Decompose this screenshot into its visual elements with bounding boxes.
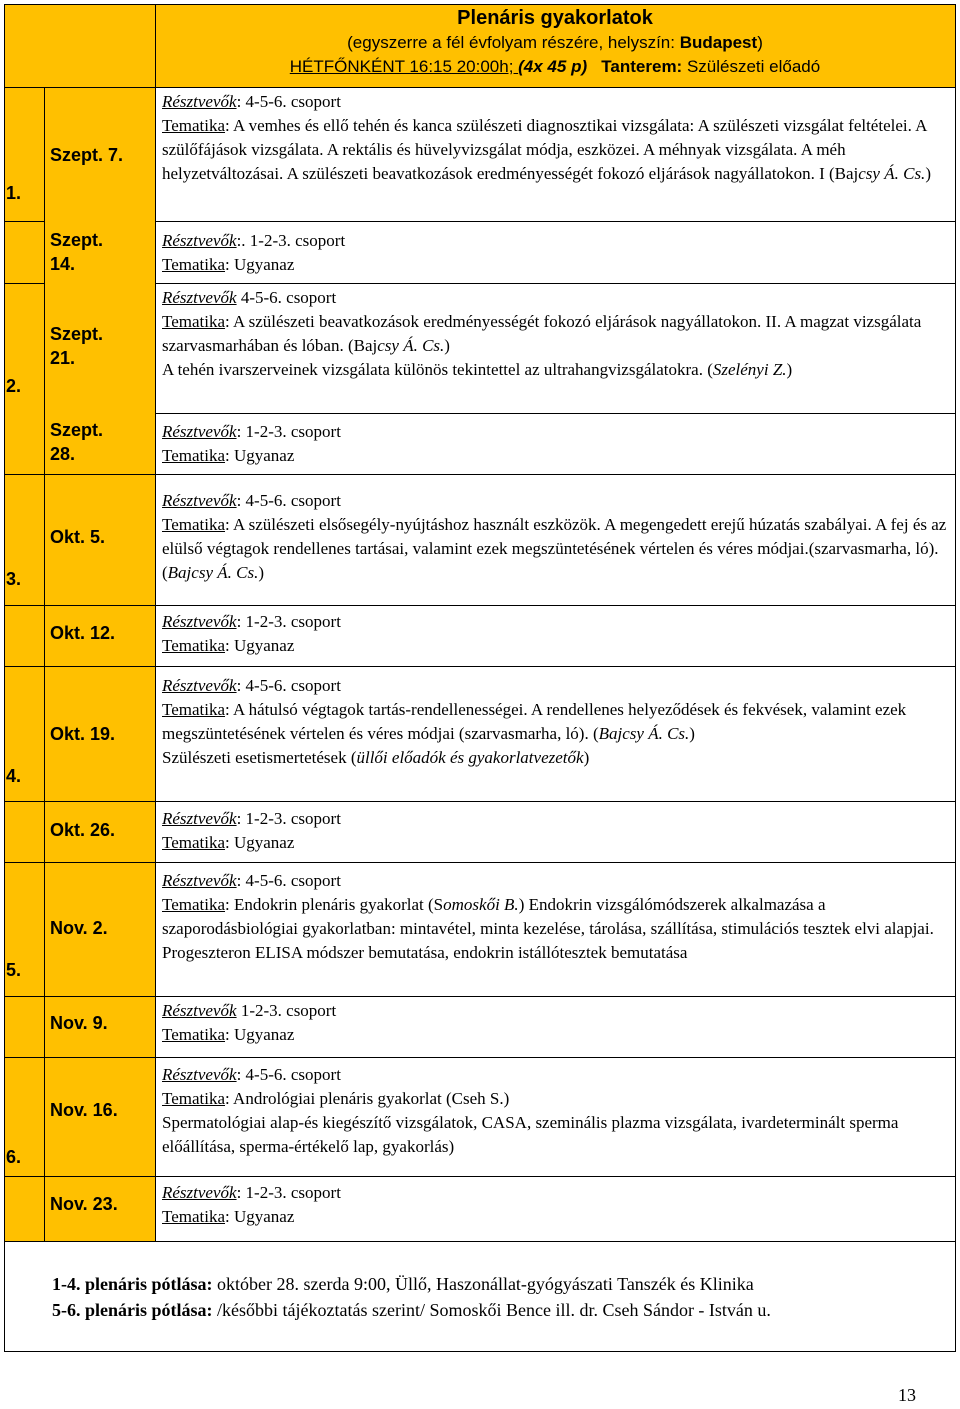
date-label: Okt. 12. xyxy=(50,623,116,643)
date-label: Okt. 19. xyxy=(50,724,116,744)
column-divider xyxy=(155,4,156,1241)
row-divider xyxy=(155,221,956,222)
week-number: 5. xyxy=(6,960,22,980)
column-divider xyxy=(44,88,45,1241)
session-block: Résztvevők 4-5-6. csoport Tematika: A szülészeti beavatkozások eredményességét fokozó eljárások nagyállatokon. II. A magzat vizsgálata szarvasmarhában és lóban. (Bajcsy Á. Cs.) A tehén ivarszerveinek vizsgálata különös tekintettel az ultrahangvizsgálatokra. (Szelényi Z.) xyxy=(162,288,922,379)
date-label: Nov. 2. xyxy=(50,918,108,938)
row-divider xyxy=(4,87,956,88)
session-block: Résztvevők: 4-5-6. csoport Tematika: A hátulsó végtagok tartás-rendellenességei. A rendellenes helyeződések és fekvések, valamint ezek megszüntetésének vértelen és véres módjai (szarvasmarha, ló). (Bajcsy Á. Cs.) Szülészeti esetismertetések (üllői előadók és gyakorlatvezetők) xyxy=(162,676,907,767)
date-label: Nov. 9. xyxy=(50,1013,108,1033)
makeup-note: 5-6. plenáris pótlása: /későbbi tájékoztatás szerint/ Somoskői Bence ill. dr. Cseh Sándor - István u. xyxy=(52,1300,771,1320)
row-divider xyxy=(4,283,44,284)
row-divider xyxy=(155,283,956,284)
date-label: Nov. 23. xyxy=(50,1194,118,1214)
date-label: Okt. 26. xyxy=(50,820,116,840)
week-number: 6. xyxy=(6,1147,22,1167)
date-label: Szept. 28. xyxy=(50,420,104,464)
session-block: Résztvevők: 1-2-3. csoport Tematika: Ugyanaz xyxy=(162,1183,341,1226)
row-divider xyxy=(155,413,956,414)
page-number: 13 xyxy=(898,1385,916,1405)
session-block: Résztvevők: 1-2-3. csoport Tematika: Ugyanaz xyxy=(162,809,341,852)
makeup-note: 1-4. plenáris pótlása: október 28. szerda 9:00, Üllő, Haszonállat-gyógyászati Tanszék és Klinika xyxy=(52,1274,754,1294)
session-block: Résztvevők: 1-2-3. csoport Tematika: Ugyanaz xyxy=(162,612,341,655)
row-divider xyxy=(4,605,956,606)
week-number: 4. xyxy=(6,766,22,786)
week-number: 1. xyxy=(6,183,22,203)
row-divider xyxy=(4,474,956,475)
session-block: Résztvevők 1-2-3. csoport Tematika: Ugyanaz xyxy=(162,1001,337,1044)
date-label: Szept. 14. xyxy=(50,230,104,274)
week-number: 3. xyxy=(6,569,22,589)
week-number: 2. xyxy=(6,376,22,396)
header-subtitle: (egyszerre a fél évfolyam részére, helyszín: Budapest) xyxy=(347,33,763,52)
schedule-line: HÉTFŐNKÉNT 16:15 20:00h; (4x 45 p) Tanterem: Szülészeti előadó xyxy=(289,57,821,76)
row-divider xyxy=(4,1057,956,1058)
session-block: Résztvevők: 4-5-6. csoport Tematika: A vemhes és ellő tehén és kanca szülészeti diagnosztikai vizsgálata: A szülészeti vizsgálat feltételei. A szülőfájások vizsgálata. A rektális és hüvelyvizsgálat módja, eszközei. A méhnyak vizsgálata. A méh helyzetváltozásai. A szülészeti beavatkozások eredményességét fokozó eljárások nagyállatokon. I (Bajcsy Á. Cs.) xyxy=(162,92,931,183)
row-divider xyxy=(4,996,956,997)
row-divider xyxy=(4,221,44,222)
date-label: Szept. 21. xyxy=(50,324,104,368)
session-block: Résztvevők: 4-5-6. csoport Tematika: Andrológiai plenáris gyakorlat (Cseh S.) Spermatológiai alap-és kiegészítő vizsgálatok, CASA, szeminális plazma vizsgálata, ivardeterminált sperma előállítása, sperma-értékelő lap, gyakorlás) xyxy=(162,1065,899,1156)
date-label: Okt. 5. xyxy=(50,527,106,547)
row-divider xyxy=(4,666,956,667)
row-divider xyxy=(4,1176,956,1177)
row-divider xyxy=(4,1241,956,1242)
row-divider xyxy=(4,862,956,863)
row-divider xyxy=(4,801,956,802)
date-label: Szept. 7. xyxy=(50,145,124,165)
session-block: Résztvevők: 4-5-6. csoport Tematika: Endokrin plenáris gyakorlat (Somoskői B.) Endokrin vizsgálómódszerek alkalmazása a szaporodásbiológiai gyakorlatban: mintavétel, minta kezelése, tárolása, szállítása, stimulációs tesztek elvi alapjai. Progeszteron ELISA módszer bemutatása, endokrin istállótesztek bemutatása xyxy=(162,871,934,962)
makeup-notes xyxy=(52,1271,771,1323)
session-block: Résztvevők: 4-5-6. csoport Tematika: A szülészeti elsősegély-nyújtáshoz használt eszközök. A megengedett erejű húzatás szabályai. A fej és az elülső végtagok rendellenes tartásai, valamint ezek megszüntetésének vértelen és véres módjai.(szarvasmarha, ló). (Bajcsy Á. Cs.) xyxy=(162,491,947,582)
session-block: Résztvevők:. 1-2-3. csoport Tematika: Ugyanaz xyxy=(162,231,346,274)
session-block: Résztvevők: 1-2-3. csoport Tematika: Ugyanaz xyxy=(162,422,341,465)
table-header xyxy=(160,5,950,79)
date-label: Nov. 16. xyxy=(50,1100,118,1120)
page-title: Plenáris gyakorlatok xyxy=(457,7,653,29)
